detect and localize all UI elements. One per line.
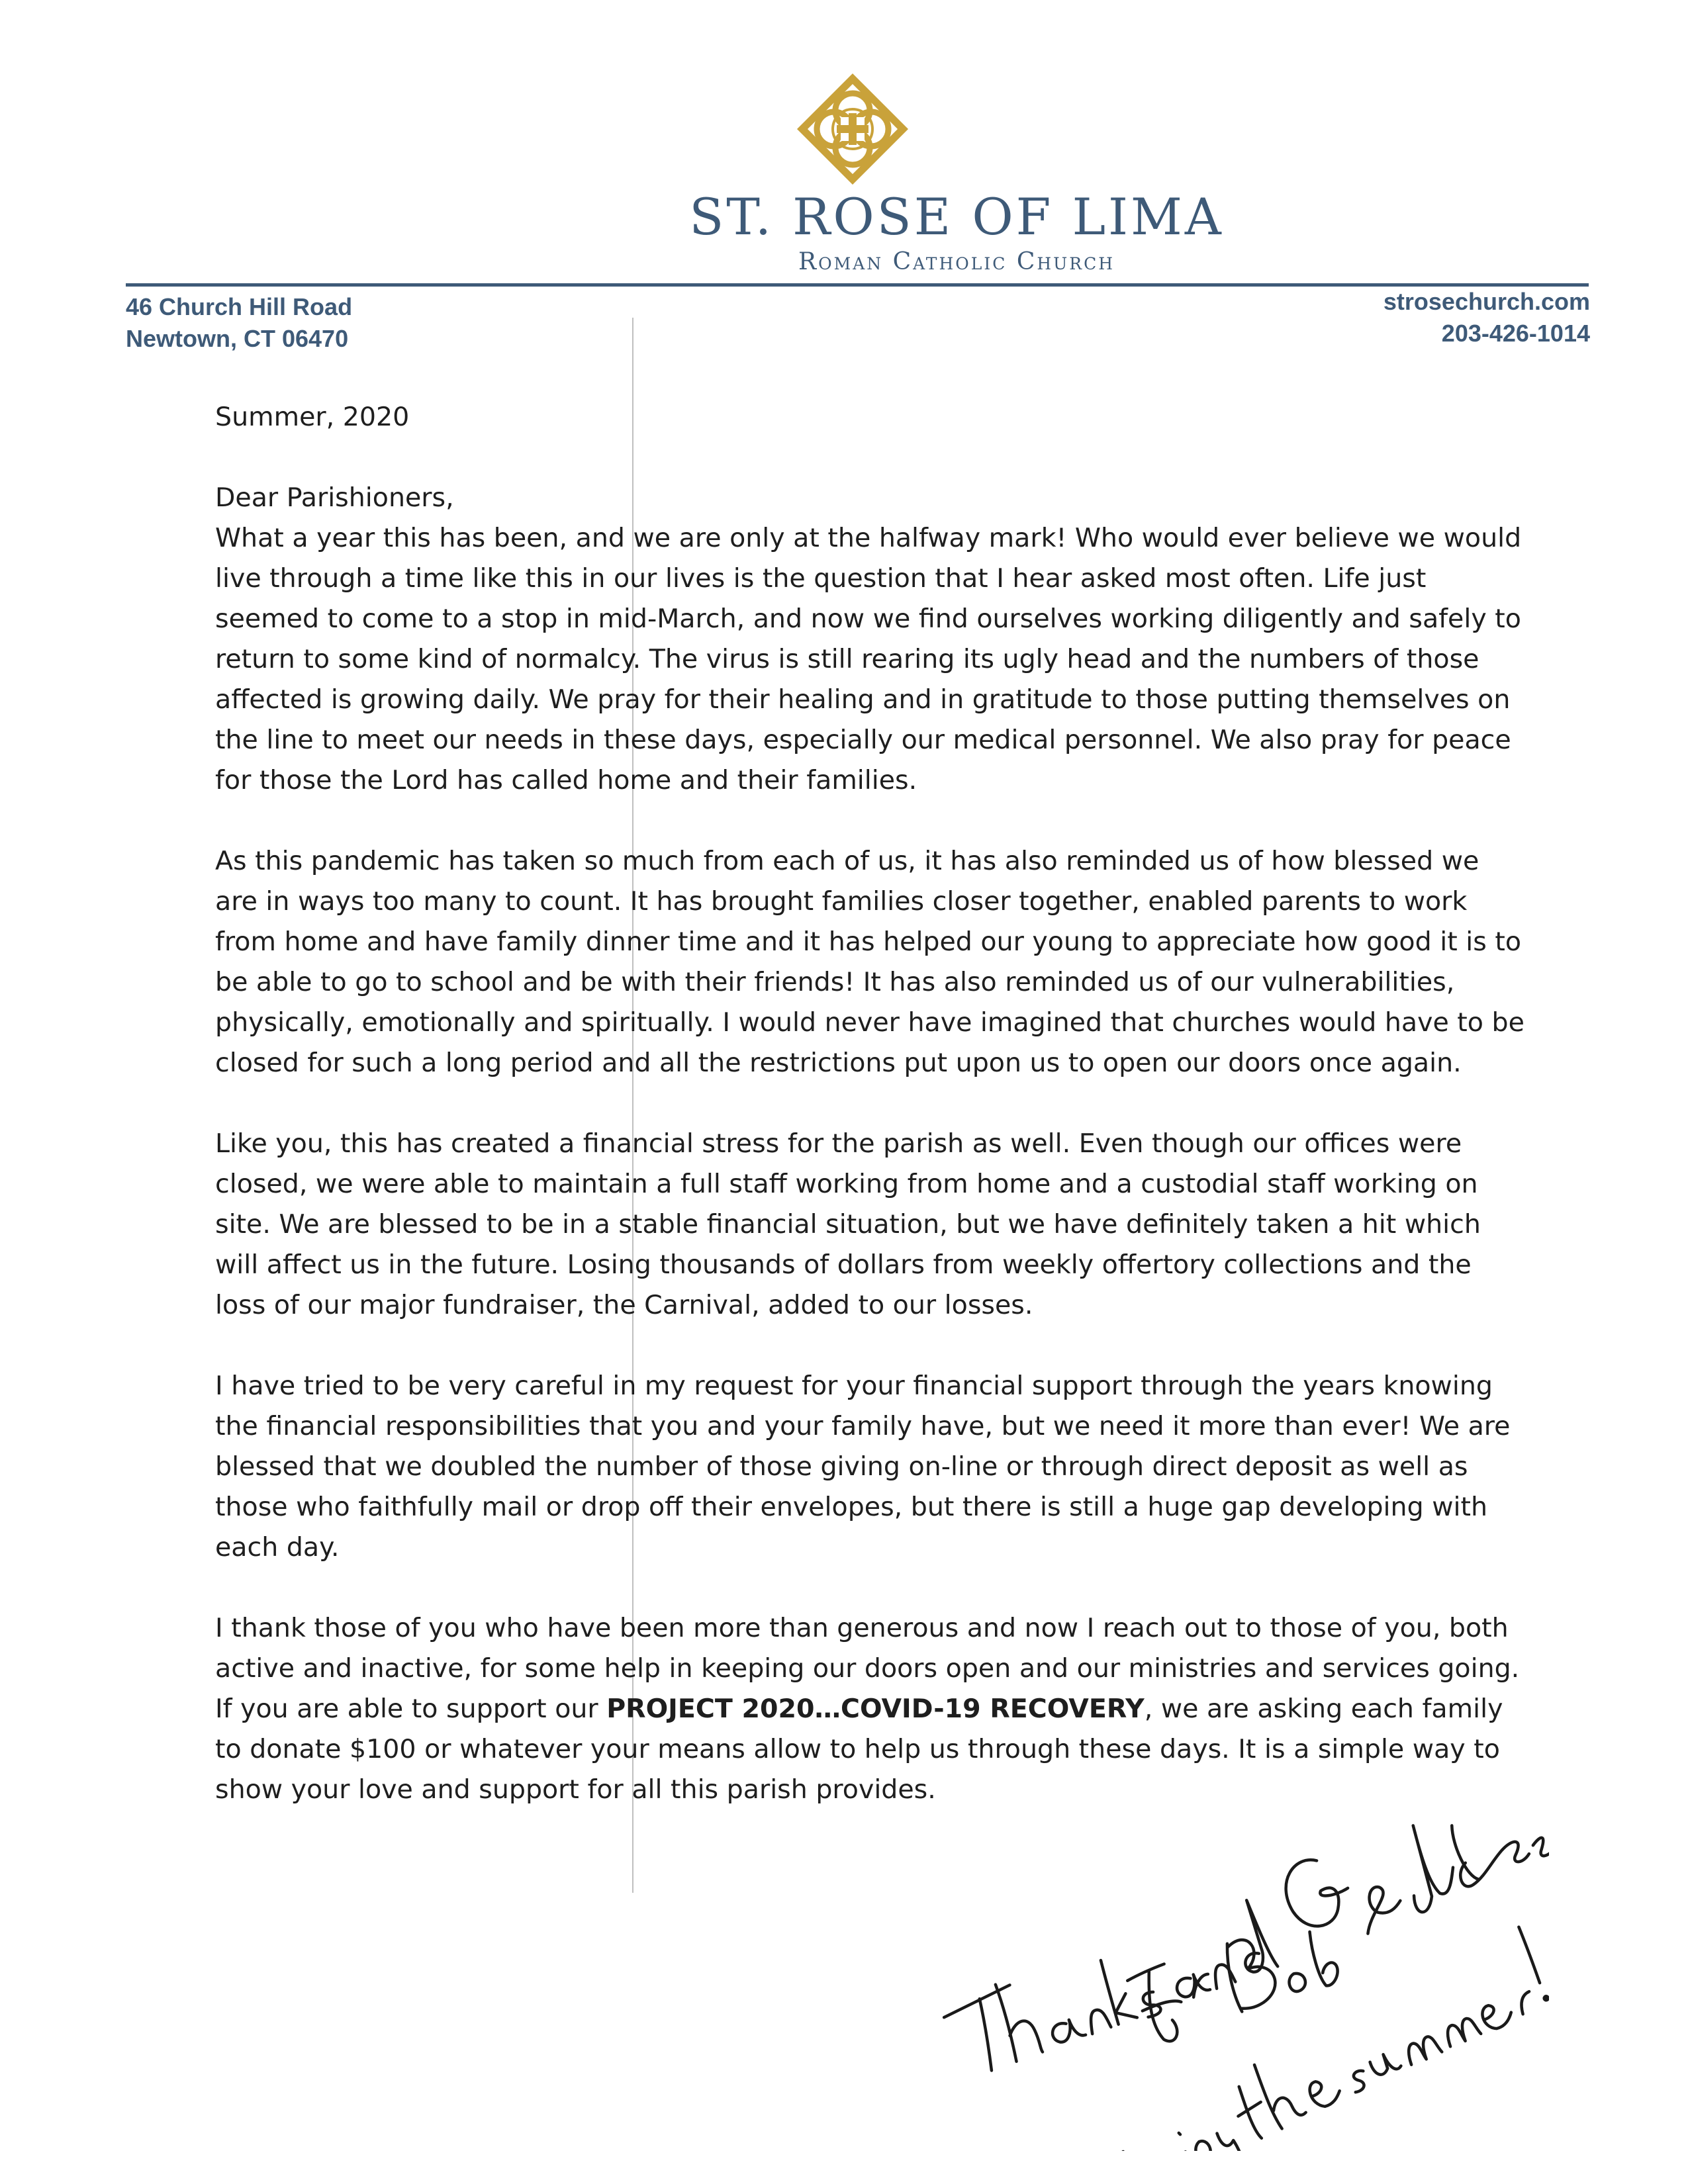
address-line-2: Newtown, CT 06470 (126, 325, 349, 352)
paragraph-5-start: I thank those of you who have been more than generous and now I reach out to those of you, both active and inactive, for some help in keeping our doors open and our ministries and services going. If you are able to support our (215, 1613, 1520, 1724)
church-address (126, 291, 352, 355)
letter-date: Summer, 2020 (215, 402, 410, 432)
phone-number: 203-426-1014 (1441, 320, 1590, 347)
paragraph-1: What a year this has been, and we are only at the halfway mark! Who would ever believe we would live through a time like this in our lives is the question that I hear asked most often. Life just seemed to come to a stop in mid-March, and now we find ourselves working diligently and safely to return to some kind of normalcy. The virus is still rearing its ugly head and the numbers of those affected is growing daily. We pray for their healing and in gratitude to those putting themselves on the line to meet our needs in these days, especially our medical personnel. We also pray for peace for those the Lord has called home and their families. (215, 523, 1522, 796)
project-name: PROJECT 2020…COVID-19 RECOVERY (606, 1694, 1145, 1724)
paragraph-5 (215, 1608, 1526, 1810)
letterhead-divider (126, 283, 1589, 287)
address-line-1: 46 Church Hill Road (126, 293, 353, 320)
letter-body (215, 397, 1526, 1810)
church-contact (1383, 286, 1590, 349)
paragraph-4: I have tried to be very careful in my request for your financial support through the years knowing the financial responsibilities that you and your family have, but we need it more than ever! We are blessed that we doubled the number of those giving on-line or through direct deposit as well as those who faithfully mail or drop off their envelopes, but there is still a huge gap developing with each day. (215, 1371, 1511, 1563)
paragraph-3: Like you, this has created a financial stress for the parish as well. Even though our offices were closed, we were able to maintain a full staff working from home and a custodial staff working on site. We are blessed to be in a stable financial situation, but we have definitely taken a hit which will affect us in the future. Losing thousands of dollars from weekly offertory collections and the loss of our major fundraiser, the Carnival, added to our losses. (215, 1128, 1481, 1320)
church-subtitle: Roman Catholic Church (798, 248, 1115, 275)
letter-salutation: Dear Parishioners, (215, 482, 454, 513)
handwritten-signature (887, 1820, 1549, 2151)
church-name: ST. ROSE OF LIMA (689, 187, 1224, 246)
quatrefoil-cross-icon (793, 69, 912, 189)
website-link[interactable]: strosechurch.com (1383, 288, 1590, 315)
paragraph-5-end: , we are asking each family to donate $100 or whatever your means allow to help us through these days. It is a simple way to show your love and support for all this parish provides. (215, 1694, 1503, 1805)
paragraph-2: As this pandemic has taken so much from each of us, it has also reminded us of how blessed we are in ways too many to count. It has brought families closer together, enabled parents to work from home and have family dinner time and it has helped our young to appreciate how good it is to be able to go to school and be with their friends! It has also reminded us of our vulnerabilities, physically, emotionally and spiritually. I would never have imagined that churches would have to be closed for such a long period and all the restrictions put upon us to open our doors once again. (215, 846, 1524, 1078)
